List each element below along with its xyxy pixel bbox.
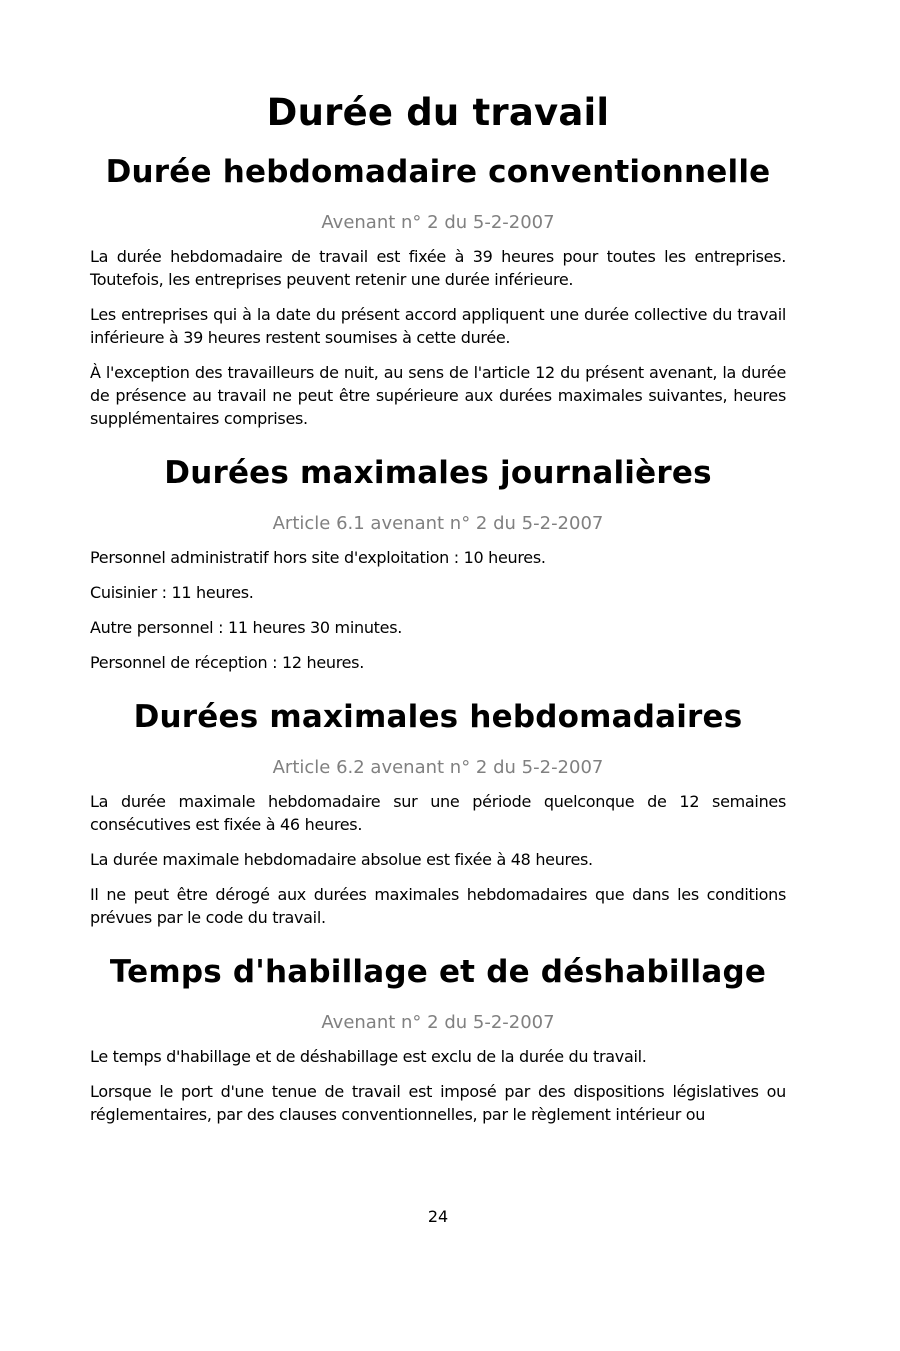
paragraph: Autre personnel : 11 heures 30 minutes. <box>90 618 403 637</box>
section-heading: Temps d'habillage et de déshabillage <box>109 954 767 990</box>
paragraph: À l'exception des travailleurs de nuit, au sens de l'article 12 du présent avenant, la durée de présence au travail ne peut être supérieure aux durées maximales suivantes, heures supplémentaires comprises. <box>90 363 786 428</box>
section-heading: Durées maximales journalières <box>164 455 712 491</box>
paragraph: Personnel administratif hors site d'exploitation : 10 heures. <box>90 548 546 567</box>
page-number: 24 <box>427 1207 449 1226</box>
paragraph: Cuisinier : 11 heures. <box>90 583 254 602</box>
section-reference: Avenant n° 2 du 5-2-2007 <box>321 1012 555 1033</box>
paragraph: La durée maximale hebdomadaire absolue est fixée à 48 heures. <box>90 850 593 869</box>
paragraph: Personnel de réception : 12 heures. <box>90 653 365 672</box>
section-reference: Avenant n° 2 du 5-2-2007 <box>321 212 555 233</box>
section-heading: Durées maximales hebdomadaires <box>133 699 743 735</box>
section-reference: Article 6.2 avenant n° 2 du 5-2-2007 <box>272 757 604 778</box>
paragraph: La durée maximale hebdomadaire sur une période quelconque de 12 semaines consécutives est fixée à 46 heures. <box>90 792 786 834</box>
paragraph: Il ne peut être dérogé aux durées maximales hebdomadaires que dans les conditions prévues par le code du travail. <box>90 885 786 927</box>
section-reference: Article 6.1 avenant n° 2 du 5-2-2007 <box>272 513 604 534</box>
paragraph: Lorsque le port d'une tenue de travail est imposé par des dispositions législatives ou réglementaires, par des clauses conventionnelles, par le règlement intérieur ou <box>90 1082 786 1124</box>
paragraph: La durée hebdomadaire de travail est fixée à 39 heures pour toutes les entreprises. Toutefois, les entreprises peuvent retenir une durée inférieure. <box>90 247 786 289</box>
document-title: Durée du travail <box>266 91 610 134</box>
paragraph: Le temps d'habillage et de déshabillage est exclu de la durée du travail. <box>90 1047 647 1066</box>
document-page <box>90 0 786 1126</box>
section-heading: Durée hebdomadaire conventionnelle <box>105 154 771 190</box>
paragraph: Les entreprises qui à la date du présent accord appliquent une durée collective du travail inférieure à 39 heures restent soumises à cette durée. <box>90 305 786 347</box>
